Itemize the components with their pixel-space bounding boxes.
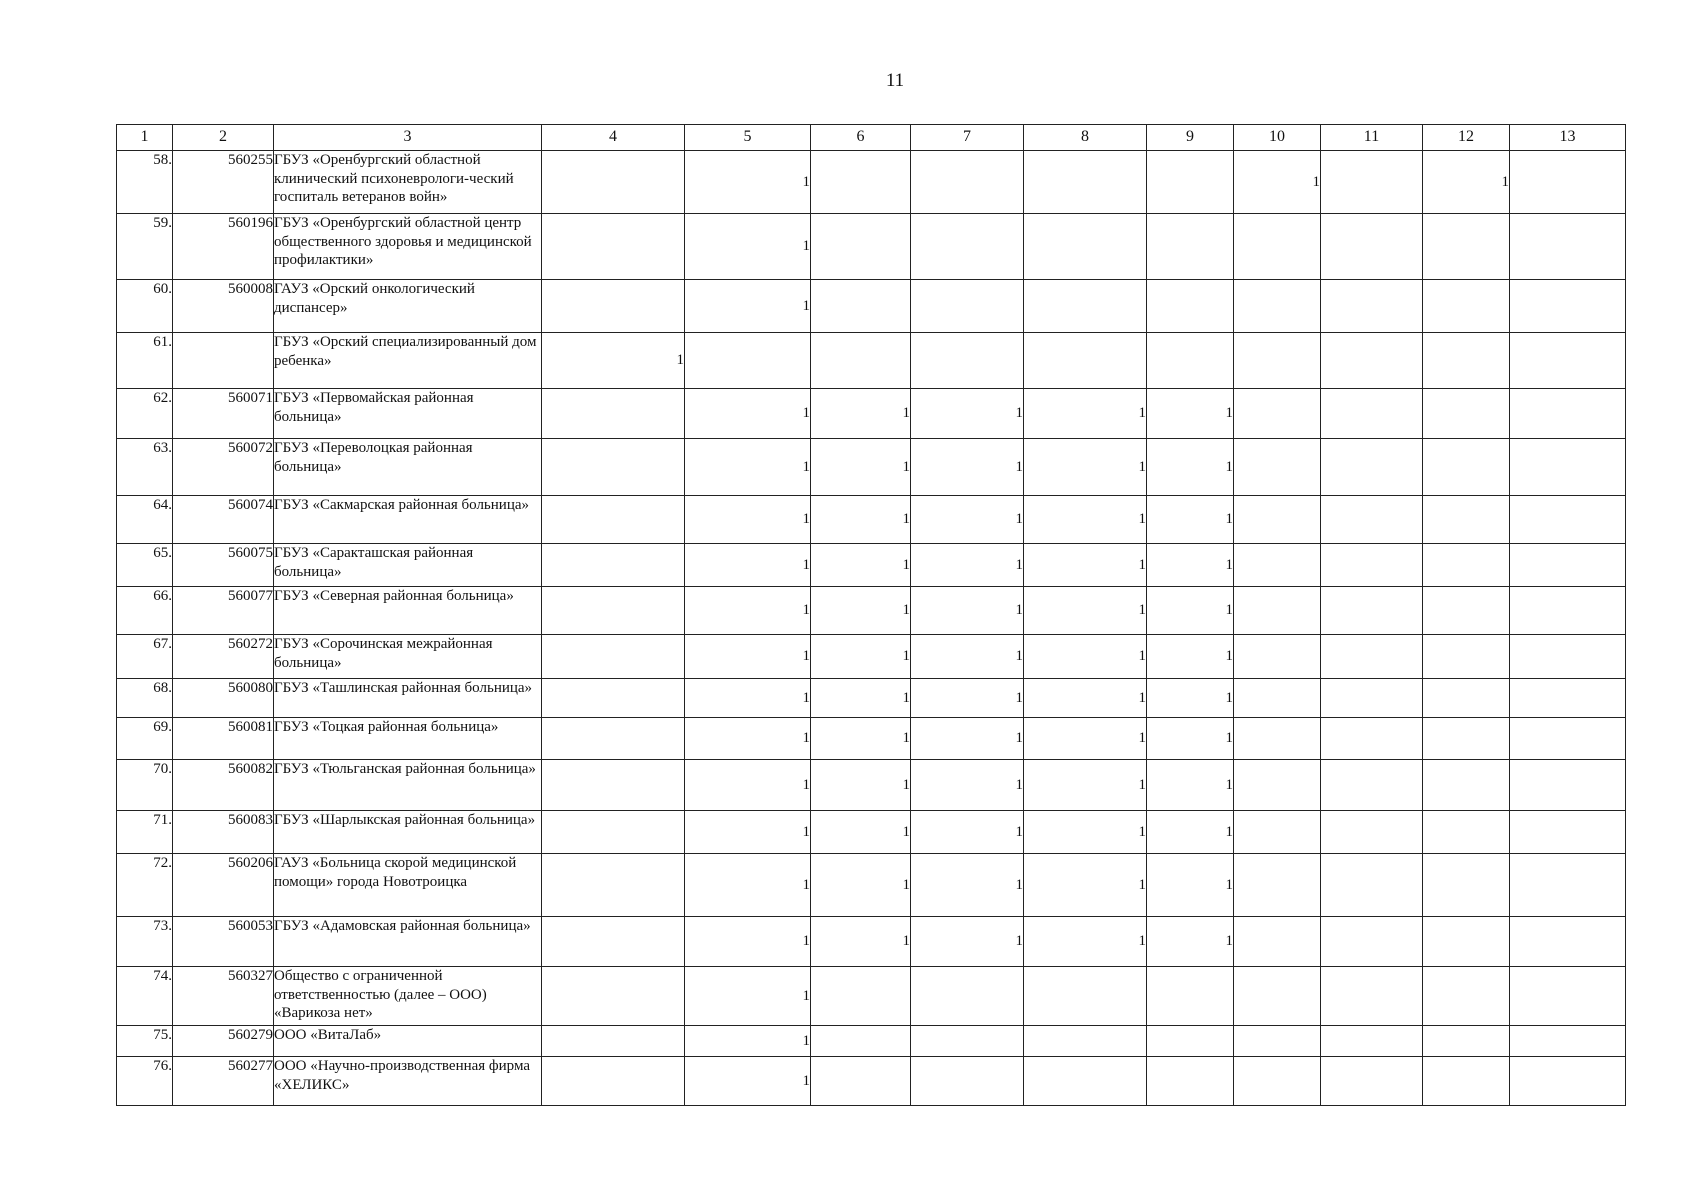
value-cell: 1	[911, 587, 1024, 635]
row-number-cell: 75.	[117, 1026, 173, 1057]
column-header: 4	[542, 125, 685, 151]
organization-name-cell: ГБУЗ «Адамовская районная больница»	[274, 917, 542, 967]
value-cell	[1234, 811, 1321, 854]
value-cell: 1	[811, 496, 911, 544]
value-cell	[1234, 496, 1321, 544]
organization-code-cell: 560080	[173, 679, 274, 718]
value-cell: 1	[911, 389, 1024, 439]
value-cell	[1423, 1026, 1510, 1057]
value-cell: 1	[1147, 854, 1234, 917]
value-cell	[1234, 854, 1321, 917]
table-row	[117, 760, 1626, 811]
value-cell	[1423, 1057, 1510, 1106]
organization-name-cell: ГБУЗ «Шарлыкская районная больница»	[274, 811, 542, 854]
value-cell: 1	[1024, 389, 1147, 439]
value-cell	[542, 587, 685, 635]
value-cell	[1510, 811, 1626, 854]
value-cell	[542, 151, 685, 214]
column-header: 12	[1423, 125, 1510, 151]
row-number-cell: 65.	[117, 544, 173, 587]
value-cell	[542, 439, 685, 496]
value-cell: 1	[1024, 811, 1147, 854]
value-cell: 1	[1147, 389, 1234, 439]
row-number-cell: 72.	[117, 854, 173, 917]
organization-name-cell: ООО «Научно-производственная фирма «ХЕЛИКС»	[274, 1057, 542, 1106]
value-cell	[1321, 854, 1423, 917]
value-cell	[1321, 496, 1423, 544]
value-cell: 1	[811, 439, 911, 496]
organization-name-cell: ГБУЗ «Сорочинская межрайонная больница»	[274, 635, 542, 679]
row-number-cell: 59.	[117, 214, 173, 280]
value-cell	[542, 389, 685, 439]
value-cell	[1510, 1026, 1626, 1057]
value-cell: 1	[911, 635, 1024, 679]
organization-code-cell: 560255	[173, 151, 274, 214]
row-number-cell: 68.	[117, 679, 173, 718]
value-cell	[1321, 760, 1423, 811]
value-cell	[1423, 587, 1510, 635]
organization-name-cell: ГБУЗ «Северная районная больница»	[274, 587, 542, 635]
value-cell	[1321, 439, 1423, 496]
value-cell	[1423, 967, 1510, 1026]
value-cell	[1147, 151, 1234, 214]
organization-name-cell: ГБУЗ «Ташлинская районная больница»	[274, 679, 542, 718]
value-cell: 1	[1024, 760, 1147, 811]
organization-code-cell: 560081	[173, 718, 274, 760]
value-cell: 1	[911, 439, 1024, 496]
row-number-cell: 73.	[117, 917, 173, 967]
table-row	[117, 1026, 1626, 1057]
value-cell: 1	[811, 635, 911, 679]
value-cell	[1423, 544, 1510, 587]
value-cell: 1	[685, 718, 811, 760]
organization-code-cell: 560277	[173, 1057, 274, 1106]
value-cell	[911, 967, 1024, 1026]
value-cell: 1	[685, 679, 811, 718]
value-cell	[1147, 214, 1234, 280]
value-cell: 1	[685, 917, 811, 967]
value-cell: 1	[911, 544, 1024, 587]
table-row	[117, 811, 1626, 854]
value-cell	[1147, 1057, 1234, 1106]
value-cell: 1	[1147, 917, 1234, 967]
value-cell: 1	[1024, 496, 1147, 544]
organization-name-cell: ООО «ВитаЛаб»	[274, 1026, 542, 1057]
value-cell: 1	[911, 679, 1024, 718]
organization-code-cell: 560074	[173, 496, 274, 544]
value-cell	[1423, 635, 1510, 679]
value-cell: 1	[811, 811, 911, 854]
table-body	[117, 151, 1626, 1106]
value-cell	[1510, 280, 1626, 333]
value-cell	[1234, 214, 1321, 280]
value-cell	[1234, 967, 1321, 1026]
organization-code-cell: 560196	[173, 214, 274, 280]
value-cell: 1	[685, 280, 811, 333]
column-header: 10	[1234, 125, 1321, 151]
value-cell	[542, 760, 685, 811]
value-cell: 1	[1147, 718, 1234, 760]
value-cell	[1510, 496, 1626, 544]
value-cell: 1	[685, 587, 811, 635]
value-cell: 1	[685, 811, 811, 854]
row-number-cell: 76.	[117, 1057, 173, 1106]
value-cell	[1510, 679, 1626, 718]
value-cell	[1147, 333, 1234, 389]
value-cell: 1	[811, 544, 911, 587]
column-header: 8	[1024, 125, 1147, 151]
value-cell	[1234, 544, 1321, 587]
table-row	[117, 917, 1626, 967]
value-cell: 1	[685, 214, 811, 280]
value-cell: 1	[911, 811, 1024, 854]
organization-name-cell: ГБУЗ «Саракташская районная больница»	[274, 544, 542, 587]
value-cell	[911, 333, 1024, 389]
value-cell	[1321, 635, 1423, 679]
column-header: 7	[911, 125, 1024, 151]
value-cell: 1	[1147, 679, 1234, 718]
value-cell	[1234, 760, 1321, 811]
value-cell: 1	[811, 679, 911, 718]
organization-code-cell: 560083	[173, 811, 274, 854]
organization-code-cell: 560053	[173, 917, 274, 967]
value-cell: 1	[685, 635, 811, 679]
value-cell	[1321, 214, 1423, 280]
value-cell	[1234, 917, 1321, 967]
column-header: 5	[685, 125, 811, 151]
column-header: 1	[117, 125, 173, 151]
row-number-cell: 67.	[117, 635, 173, 679]
organization-code-cell: 560272	[173, 635, 274, 679]
value-cell	[1510, 760, 1626, 811]
organization-code-cell: 560327	[173, 967, 274, 1026]
value-cell	[1024, 151, 1147, 214]
value-cell	[1423, 333, 1510, 389]
organization-code-cell: 560008	[173, 280, 274, 333]
value-cell	[1423, 389, 1510, 439]
table-row	[117, 151, 1626, 214]
row-number-cell: 62.	[117, 389, 173, 439]
value-cell	[1234, 280, 1321, 333]
organization-code-cell	[173, 333, 274, 389]
value-cell: 1	[685, 151, 811, 214]
value-cell	[1321, 280, 1423, 333]
value-cell	[1234, 679, 1321, 718]
value-cell	[1321, 333, 1423, 389]
value-cell	[1234, 1026, 1321, 1057]
value-cell	[1510, 967, 1626, 1026]
organization-code-cell: 560072	[173, 439, 274, 496]
value-cell	[1510, 214, 1626, 280]
value-cell	[911, 1057, 1024, 1106]
organization-name-cell: ГБУЗ «Переволоцкая районная больница»	[274, 439, 542, 496]
table-row	[117, 635, 1626, 679]
table-row	[117, 854, 1626, 917]
value-cell	[1234, 333, 1321, 389]
value-cell	[1321, 544, 1423, 587]
page-number: 11	[885, 70, 905, 91]
row-number-cell: 74.	[117, 967, 173, 1026]
value-cell: 1	[685, 544, 811, 587]
value-cell	[1321, 587, 1423, 635]
value-cell	[811, 967, 911, 1026]
value-cell: 1	[1024, 439, 1147, 496]
row-number-cell: 58.	[117, 151, 173, 214]
value-cell: 1	[1147, 811, 1234, 854]
value-cell: 1	[1147, 439, 1234, 496]
header-row	[117, 125, 1626, 151]
value-cell	[542, 811, 685, 854]
value-cell	[1510, 1057, 1626, 1106]
column-header: 9	[1147, 125, 1234, 151]
value-cell: 1	[811, 854, 911, 917]
organization-code-cell: 560075	[173, 544, 274, 587]
table-row	[117, 439, 1626, 496]
value-cell: 1	[1024, 635, 1147, 679]
table-row	[117, 544, 1626, 587]
value-cell	[811, 151, 911, 214]
organization-name-cell: Общество с ограниченной ответственностью (далее – ООО) «Варикоза нет»	[274, 967, 542, 1026]
organization-name-cell: ГБУЗ «Тоцкая районная больница»	[274, 718, 542, 760]
value-cell: 1	[811, 718, 911, 760]
value-cell	[1147, 967, 1234, 1026]
organization-name-cell: ГБУЗ «Сакмарская районная больница»	[274, 496, 542, 544]
value-cell	[1510, 389, 1626, 439]
row-number-cell: 60.	[117, 280, 173, 333]
value-cell: 1	[685, 760, 811, 811]
value-cell	[1510, 587, 1626, 635]
column-header: 13	[1510, 125, 1626, 151]
value-cell	[1321, 679, 1423, 718]
table-row	[117, 967, 1626, 1026]
table-row	[117, 214, 1626, 280]
value-cell: 1	[911, 854, 1024, 917]
value-cell	[1321, 1026, 1423, 1057]
organization-name-cell: ГАУЗ «Больница скорой медицинской помощи» города Новотроицка	[274, 854, 542, 917]
value-cell	[1510, 439, 1626, 496]
value-cell	[542, 635, 685, 679]
row-number-cell: 66.	[117, 587, 173, 635]
value-cell	[542, 679, 685, 718]
value-cell	[1147, 1026, 1234, 1057]
value-cell	[1321, 1057, 1423, 1106]
value-cell	[1510, 854, 1626, 917]
organization-code-cell: 560071	[173, 389, 274, 439]
value-cell: 1	[1423, 151, 1510, 214]
value-cell: 1	[1234, 151, 1321, 214]
organization-code-cell: 560279	[173, 1026, 274, 1057]
value-cell: 1	[1147, 635, 1234, 679]
value-cell	[911, 214, 1024, 280]
value-cell: 1	[685, 967, 811, 1026]
value-cell: 1	[685, 854, 811, 917]
value-cell: 1	[1147, 760, 1234, 811]
value-cell	[811, 280, 911, 333]
table-row	[117, 718, 1626, 760]
value-cell	[1423, 811, 1510, 854]
column-header: 6	[811, 125, 911, 151]
value-cell	[1510, 635, 1626, 679]
value-cell	[542, 280, 685, 333]
value-cell	[1321, 811, 1423, 854]
value-cell	[542, 1026, 685, 1057]
value-cell	[1147, 280, 1234, 333]
value-cell	[1024, 1026, 1147, 1057]
organization-name-cell: ГБУЗ «Оренбургский областной центр общественного здоровья и медицинской профилактики»	[274, 214, 542, 280]
value-cell	[1234, 439, 1321, 496]
value-cell: 1	[542, 333, 685, 389]
value-cell: 1	[911, 496, 1024, 544]
data-table	[116, 124, 1626, 1106]
value-cell	[1321, 967, 1423, 1026]
value-cell	[1423, 718, 1510, 760]
value-cell	[1510, 917, 1626, 967]
value-cell: 1	[1147, 587, 1234, 635]
table-row	[117, 1057, 1626, 1106]
value-cell: 1	[911, 917, 1024, 967]
column-header: 11	[1321, 125, 1423, 151]
value-cell	[542, 214, 685, 280]
value-cell	[811, 333, 911, 389]
value-cell	[1234, 1057, 1321, 1106]
value-cell: 1	[911, 760, 1024, 811]
organization-name-cell: ГБУЗ «Первомайская районная больница»	[274, 389, 542, 439]
column-header: 2	[173, 125, 274, 151]
value-cell	[1024, 214, 1147, 280]
value-cell: 1	[1024, 718, 1147, 760]
value-cell	[1321, 389, 1423, 439]
value-cell: 1	[1024, 679, 1147, 718]
table-row	[117, 333, 1626, 389]
organization-name-cell: ГБУЗ «Орский специализированный дом ребенка»	[274, 333, 542, 389]
row-number-cell: 63.	[117, 439, 173, 496]
value-cell	[1423, 917, 1510, 967]
organization-name-cell: ГБУЗ «Тюльганская районная больница»	[274, 760, 542, 811]
value-cell: 1	[1024, 917, 1147, 967]
value-cell	[1024, 333, 1147, 389]
value-cell: 1	[1024, 544, 1147, 587]
value-cell	[1321, 718, 1423, 760]
value-cell: 1	[685, 1026, 811, 1057]
value-cell	[1321, 151, 1423, 214]
organization-code-cell: 560082	[173, 760, 274, 811]
value-cell	[542, 544, 685, 587]
table-row	[117, 587, 1626, 635]
value-cell	[811, 1026, 911, 1057]
value-cell	[1234, 718, 1321, 760]
value-cell	[1024, 1057, 1147, 1106]
organization-code-cell: 560077	[173, 587, 274, 635]
row-number-cell: 61.	[117, 333, 173, 389]
value-cell	[542, 917, 685, 967]
value-cell	[1423, 280, 1510, 333]
organization-code-cell: 560206	[173, 854, 274, 917]
table-row	[117, 280, 1626, 333]
value-cell	[1234, 587, 1321, 635]
value-cell: 1	[685, 439, 811, 496]
value-cell: 1	[811, 760, 911, 811]
value-cell	[1234, 389, 1321, 439]
row-number-cell: 71.	[117, 811, 173, 854]
value-cell	[542, 967, 685, 1026]
value-cell: 1	[685, 1057, 811, 1106]
value-cell	[911, 151, 1024, 214]
table-row	[117, 496, 1626, 544]
value-cell	[685, 333, 811, 389]
value-cell	[542, 854, 685, 917]
value-cell	[1024, 280, 1147, 333]
value-cell: 1	[1147, 544, 1234, 587]
organization-name-cell: ГБУЗ «Оренбургский областной клинический психоневрологи-ческий госпиталь ветеранов войн»	[274, 151, 542, 214]
value-cell	[1423, 496, 1510, 544]
value-cell	[542, 718, 685, 760]
organization-name-cell: ГАУЗ «Орский онкологический диспансер»	[274, 280, 542, 333]
value-cell: 1	[1147, 496, 1234, 544]
value-cell	[911, 280, 1024, 333]
value-cell	[1423, 439, 1510, 496]
value-cell	[1423, 854, 1510, 917]
value-cell: 1	[1024, 587, 1147, 635]
value-cell	[1423, 760, 1510, 811]
value-cell	[542, 1057, 685, 1106]
value-cell: 1	[1024, 854, 1147, 917]
value-cell: 1	[811, 917, 911, 967]
value-cell	[1510, 718, 1626, 760]
row-number-cell: 69.	[117, 718, 173, 760]
value-cell: 1	[685, 496, 811, 544]
value-cell	[1510, 544, 1626, 587]
table-row	[117, 679, 1626, 718]
row-number-cell: 70.	[117, 760, 173, 811]
value-cell	[811, 1057, 911, 1106]
value-cell	[1234, 635, 1321, 679]
column-header: 3	[274, 125, 542, 151]
value-cell	[1423, 214, 1510, 280]
value-cell	[1510, 151, 1626, 214]
value-cell	[542, 496, 685, 544]
row-number-cell: 64.	[117, 496, 173, 544]
value-cell	[1024, 967, 1147, 1026]
value-cell	[811, 214, 911, 280]
value-cell	[911, 1026, 1024, 1057]
value-cell	[1510, 333, 1626, 389]
table-row	[117, 389, 1626, 439]
value-cell: 1	[911, 718, 1024, 760]
value-cell	[1321, 917, 1423, 967]
value-cell	[1423, 679, 1510, 718]
value-cell: 1	[811, 587, 911, 635]
value-cell: 1	[811, 389, 911, 439]
value-cell: 1	[685, 389, 811, 439]
